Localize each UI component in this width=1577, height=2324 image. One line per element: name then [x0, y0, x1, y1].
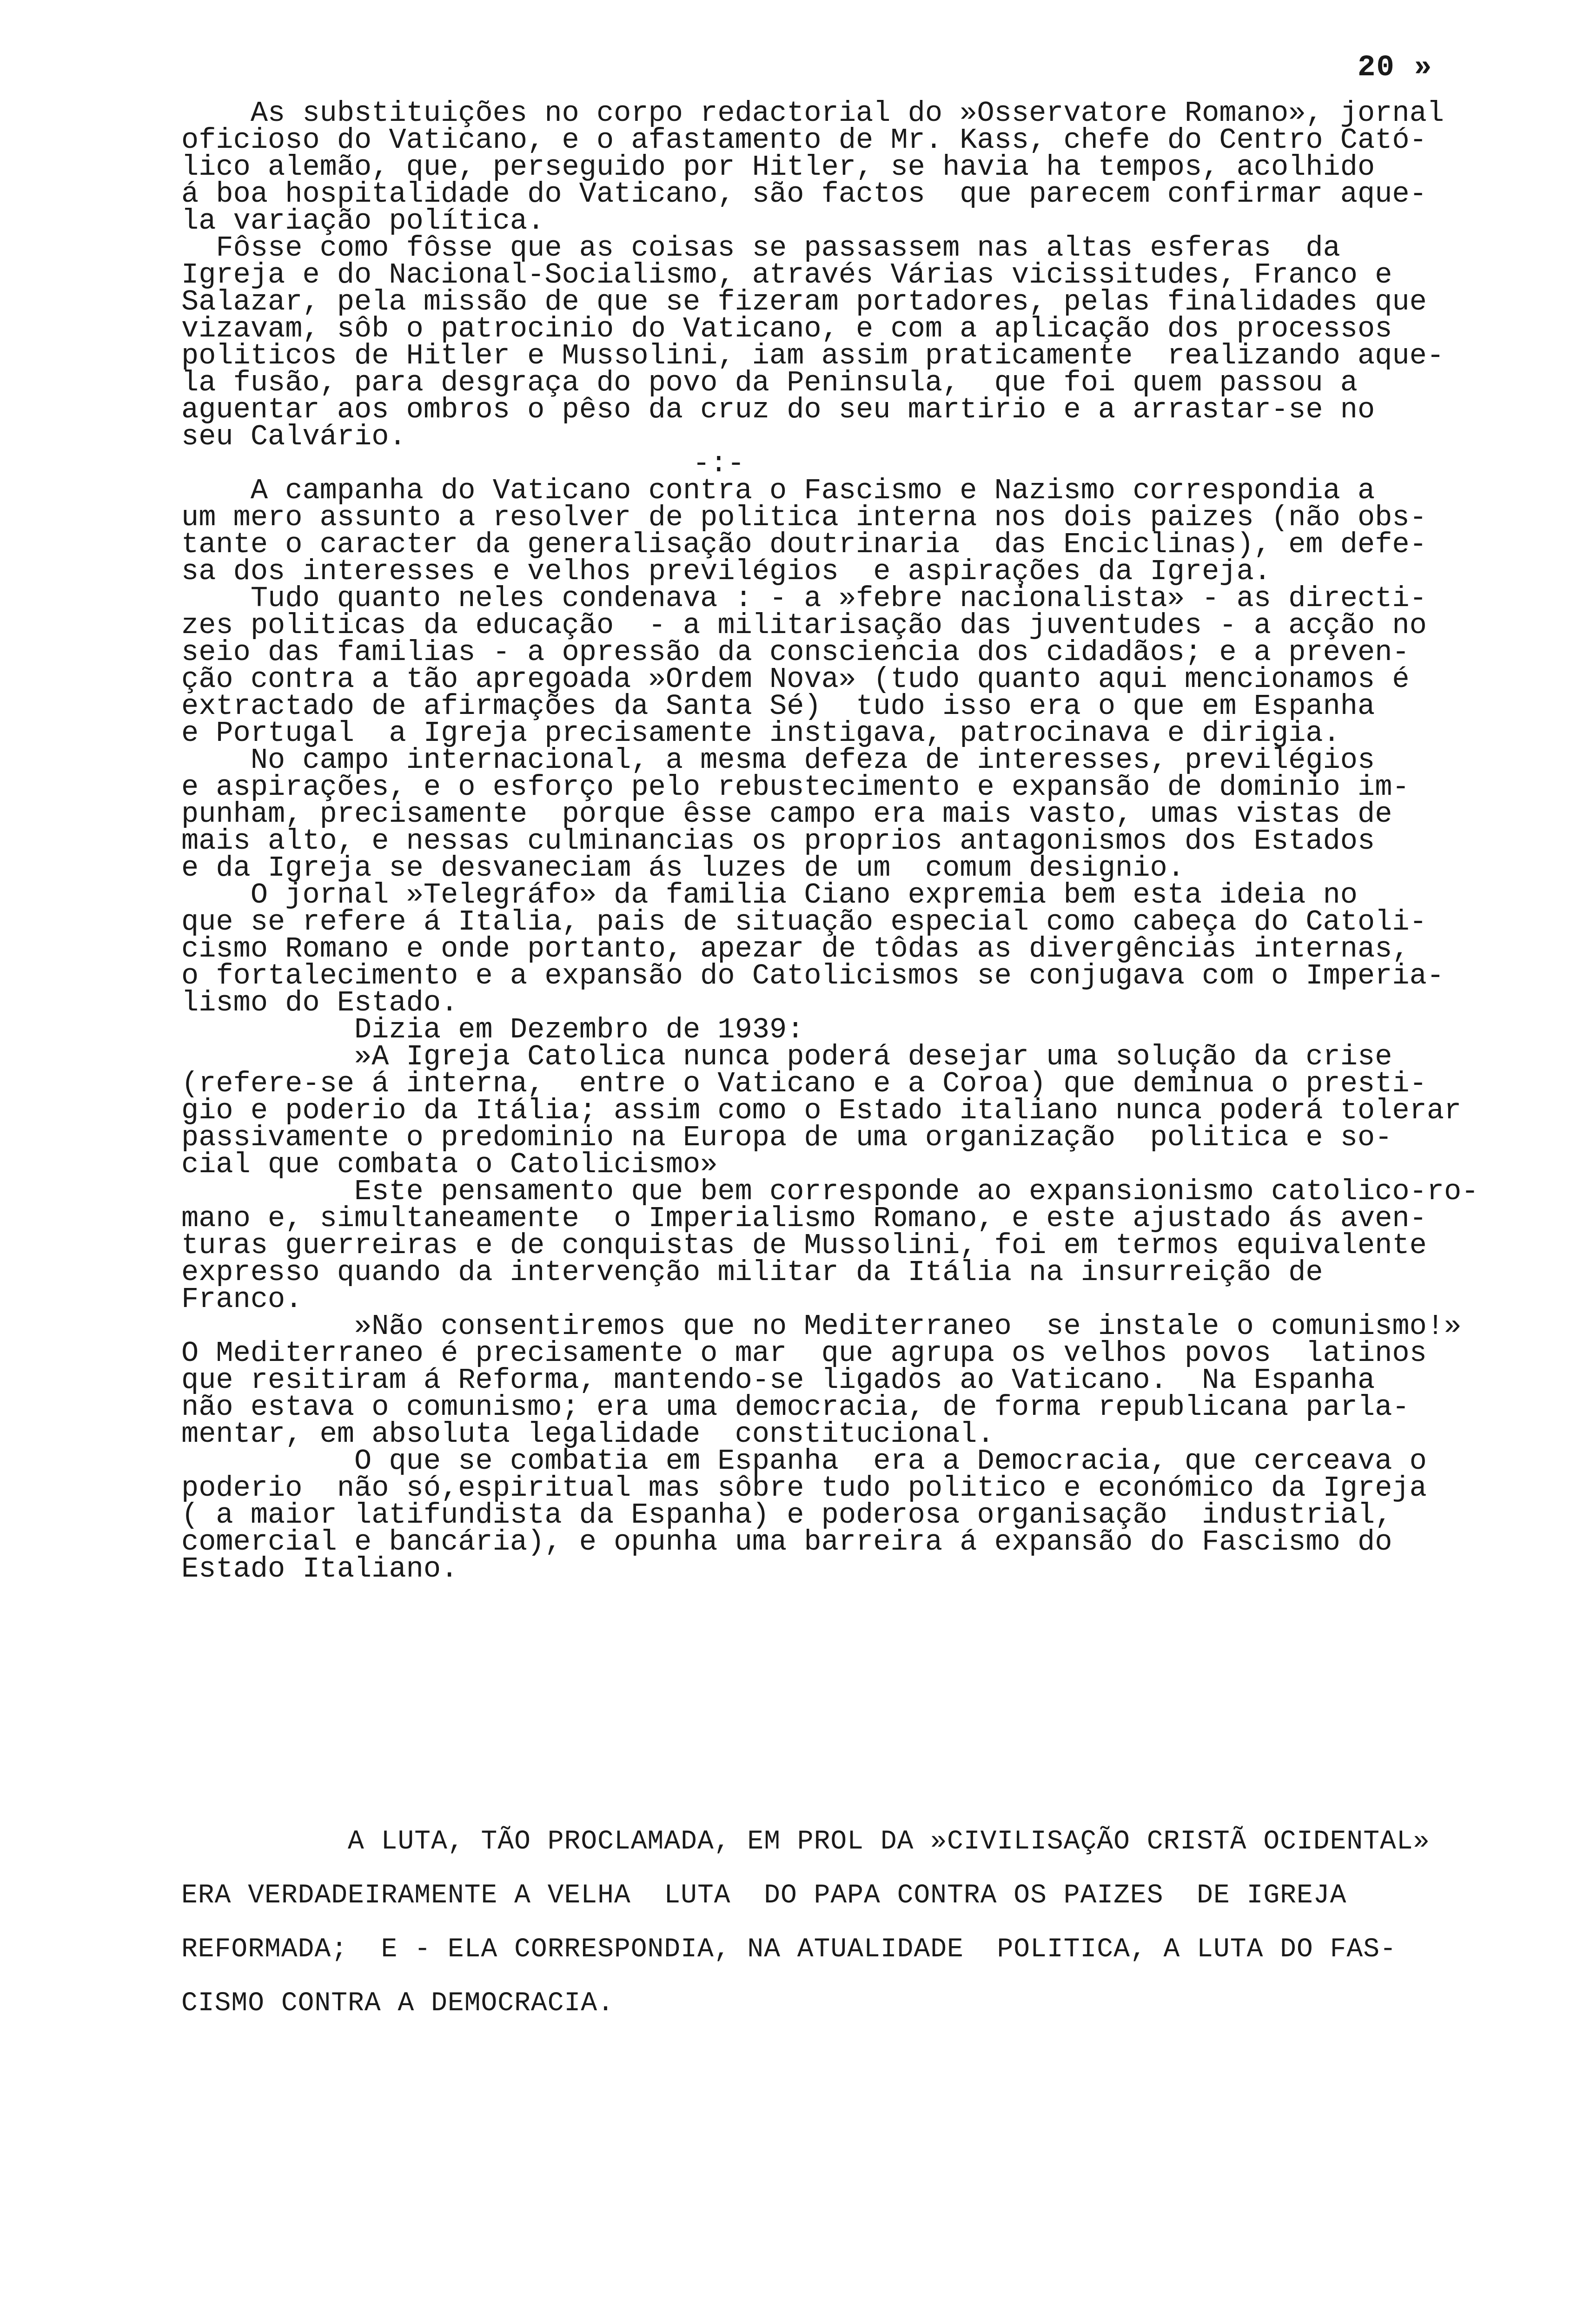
text-line: Salazar, pela missão de que se fizeram portadores, pelas finalidades que: [181, 285, 1427, 318]
text-line: á boa hospitalidade do Vaticano, são factos que parecem confirmar aque-: [181, 178, 1427, 211]
text-line: politicos de Hitler e Mussolini, iam assim praticamente realizando aque-: [181, 339, 1444, 372]
text-line: Tudo quanto neles condenava : - a »febre nacionalista» - as directi-: [181, 582, 1427, 615]
text-line: la variação política.: [181, 205, 545, 238]
text-line: seio das familias - a opressão da consciencia dos cidadãos; e a preven-: [181, 636, 1410, 669]
text-line: O jornal »Telegráfo» da familia Ciano expremia bem esta ideia no: [181, 878, 1358, 911]
text-line: que resitiram á Reforma, mantendo-se ligados ao Vaticano. Na Espanha: [181, 1364, 1375, 1397]
text-line: Estado Italiano.: [181, 1552, 458, 1585]
text-line: extractado de afirmações da Santa Sé) tudo isso era o que em Espanha: [181, 690, 1375, 723]
text-line: aguentar aos ombros o pêso da cruz do seu martirio e a arrastar-se no: [181, 393, 1375, 426]
text-line: lismo do Estado.: [181, 986, 458, 1019]
text-line: »Não consentiremos que no Mediterraneo se instale o comunismo!»: [181, 1310, 1462, 1343]
text-line: O que se combatia em Espanha era a Democracia, que cerceava o: [181, 1445, 1427, 1478]
paragraph: [181, 97, 1553, 238]
text-line: No campo internacional, a mesma defeza de interesses, previlégios: [181, 744, 1375, 777]
text-line: la fusão, para desgraça do povo da Peninsula, que foi quem passou a: [181, 366, 1358, 399]
text-line: expresso quando da intervenção militar da Itália na insurreição de: [181, 1256, 1323, 1289]
text-line: o fortalecimento e a expansão do Catolicismos se conjugava com o Imperia-: [181, 959, 1444, 992]
text-line: Dizia em Dezembro de 1939:: [181, 1013, 804, 1046]
text-line: lico alemão, que, perseguido por Hitler, se havia ha tempos, acolhido: [181, 151, 1375, 184]
text-line: As substituições no corpo redactorial do »Osservatore Romano», jornal: [181, 97, 1444, 130]
text-line: cismo Romano e onde portanto, apezar de tôdas as divergências internas,: [181, 932, 1410, 965]
closing-line: CISMO CONTRA A DEMOCRACIA.: [181, 1988, 614, 2019]
text-line: passivamente o predominio na Europa de uma organização politica e so-: [181, 1121, 1392, 1154]
text-line: cial que combata o Catolicismo»: [181, 1148, 718, 1181]
closing-line: A LUTA, TÃO PROCLAMADA, EM PROL DA »CIVILISAÇÃO CRISTÃ OCIDENTAL»: [181, 1827, 1430, 1857]
text-line: mentar, em absoluta legalidade constitucional.: [181, 1418, 994, 1451]
text-line: que se refere á Italia, pais de situação especial como cabeça do Catoli-: [181, 905, 1427, 938]
text-line: »A Igreja Catolica nunca poderá desejar uma solução da crise: [181, 1040, 1392, 1073]
text-line: gio e poderio da Itália; assim como o Estado italiano nunca poderá tolerar: [181, 1094, 1462, 1127]
text-line: Igreja e do Nacional-Socialismo, através Várias vicissitudes, Franco e: [181, 258, 1392, 291]
text-line: e Portugal a Igreja precisamente instigava, patrocinava e dirigia.: [181, 717, 1340, 750]
closing-line: ERA VERDADEIRAMENTE A VELHA LUTA DO PAPA CONTRA OS PAIZES DE IGREJA: [181, 1881, 1347, 1911]
body-text: [181, 97, 1553, 1585]
text-line: sa dos interesses e velhos previlégios e aspirações da Igreja.: [181, 555, 1271, 588]
text-line: zes politicas da educação - a militarisação das juventudes - a acção no: [181, 609, 1427, 642]
text-line: Fôsse como fôsse que as coisas se passassem nas altas esferas da: [181, 231, 1340, 264]
text-line: punham, precisamente porque êsse campo era mais vasto, umas vistas de: [181, 798, 1392, 831]
text-line: Este pensamento que bem corresponde ao expansionismo catolico-ro-: [181, 1175, 1479, 1208]
closing-statement: [181, 1815, 1553, 2031]
text-line: (refere-se á interna, entre o Vaticano e a Coroa) que deminua o presti-: [181, 1067, 1427, 1100]
text-line: oficioso do Vaticano, e o afastamento de Mr. Kass, chefe do Centro Cató-: [181, 124, 1427, 157]
text-line: não estava o comunismo; era uma democracia, de forma republicana parla-: [181, 1391, 1410, 1424]
text-line: mais alto, e nessas culminancias os proprios antagonismos dos Estados: [181, 825, 1375, 858]
text-line: vizavam, sôb o patrocinio do Vaticano, e com a aplicação dos processos: [181, 312, 1392, 345]
text-line: comercial e bancária), e opunha uma barreira á expansão do Fascismo do: [181, 1525, 1392, 1558]
text-line: A campanha do Vaticano contra o Fascismo e Nazismo correspondia a: [181, 474, 1375, 507]
text-line: poderio não só,espiritual mas sôbre tudo politico e económico da Igreja: [181, 1472, 1427, 1505]
text-line: seu Calvário.: [181, 420, 406, 453]
text-line: turas guerreiras e de conquistas de Mussolini, foi em termos equivalente: [181, 1229, 1427, 1262]
text-line: tante o caracter da generalisação doutrinaria das Enciclinas), em defe-: [181, 528, 1427, 561]
closing-line: REFORMADA; E - ELA CORRESPONDIA, NA ATUALIDADE POLITICA, A LUTA DO FAS-: [181, 1934, 1397, 1965]
text-line: mano e, simultaneamente o Imperialismo Romano, e este ajustado ás aven-: [181, 1202, 1427, 1235]
text-line: e aspirações, e o esforço pelo rebustecimento e expansão de dominio im-: [181, 771, 1410, 804]
paragraph: [181, 474, 1553, 1585]
text-line: ( a maior latifundista da Espanha) e poderosa organisação industrial,: [181, 1499, 1392, 1532]
text-line: O Mediterraneo é precisamente o mar que agrupa os velhos povos latinos: [181, 1337, 1427, 1370]
text-line: Franco.: [181, 1283, 303, 1316]
text-line: e da Igreja se desvaneciam ás luzes de um comum designio.: [181, 852, 1185, 885]
text-line: um mero assunto a resolver de politica interna nos dois paizes (não obs-: [181, 501, 1427, 534]
section-separator: -:-: [693, 447, 745, 480]
text-line: ção contra a tão apregoada »Ordem Nova» (tudo quanto aqui mencionamos é: [181, 663, 1410, 696]
page-number: 20 »: [1358, 51, 1433, 85]
paragraph: [181, 231, 1553, 453]
